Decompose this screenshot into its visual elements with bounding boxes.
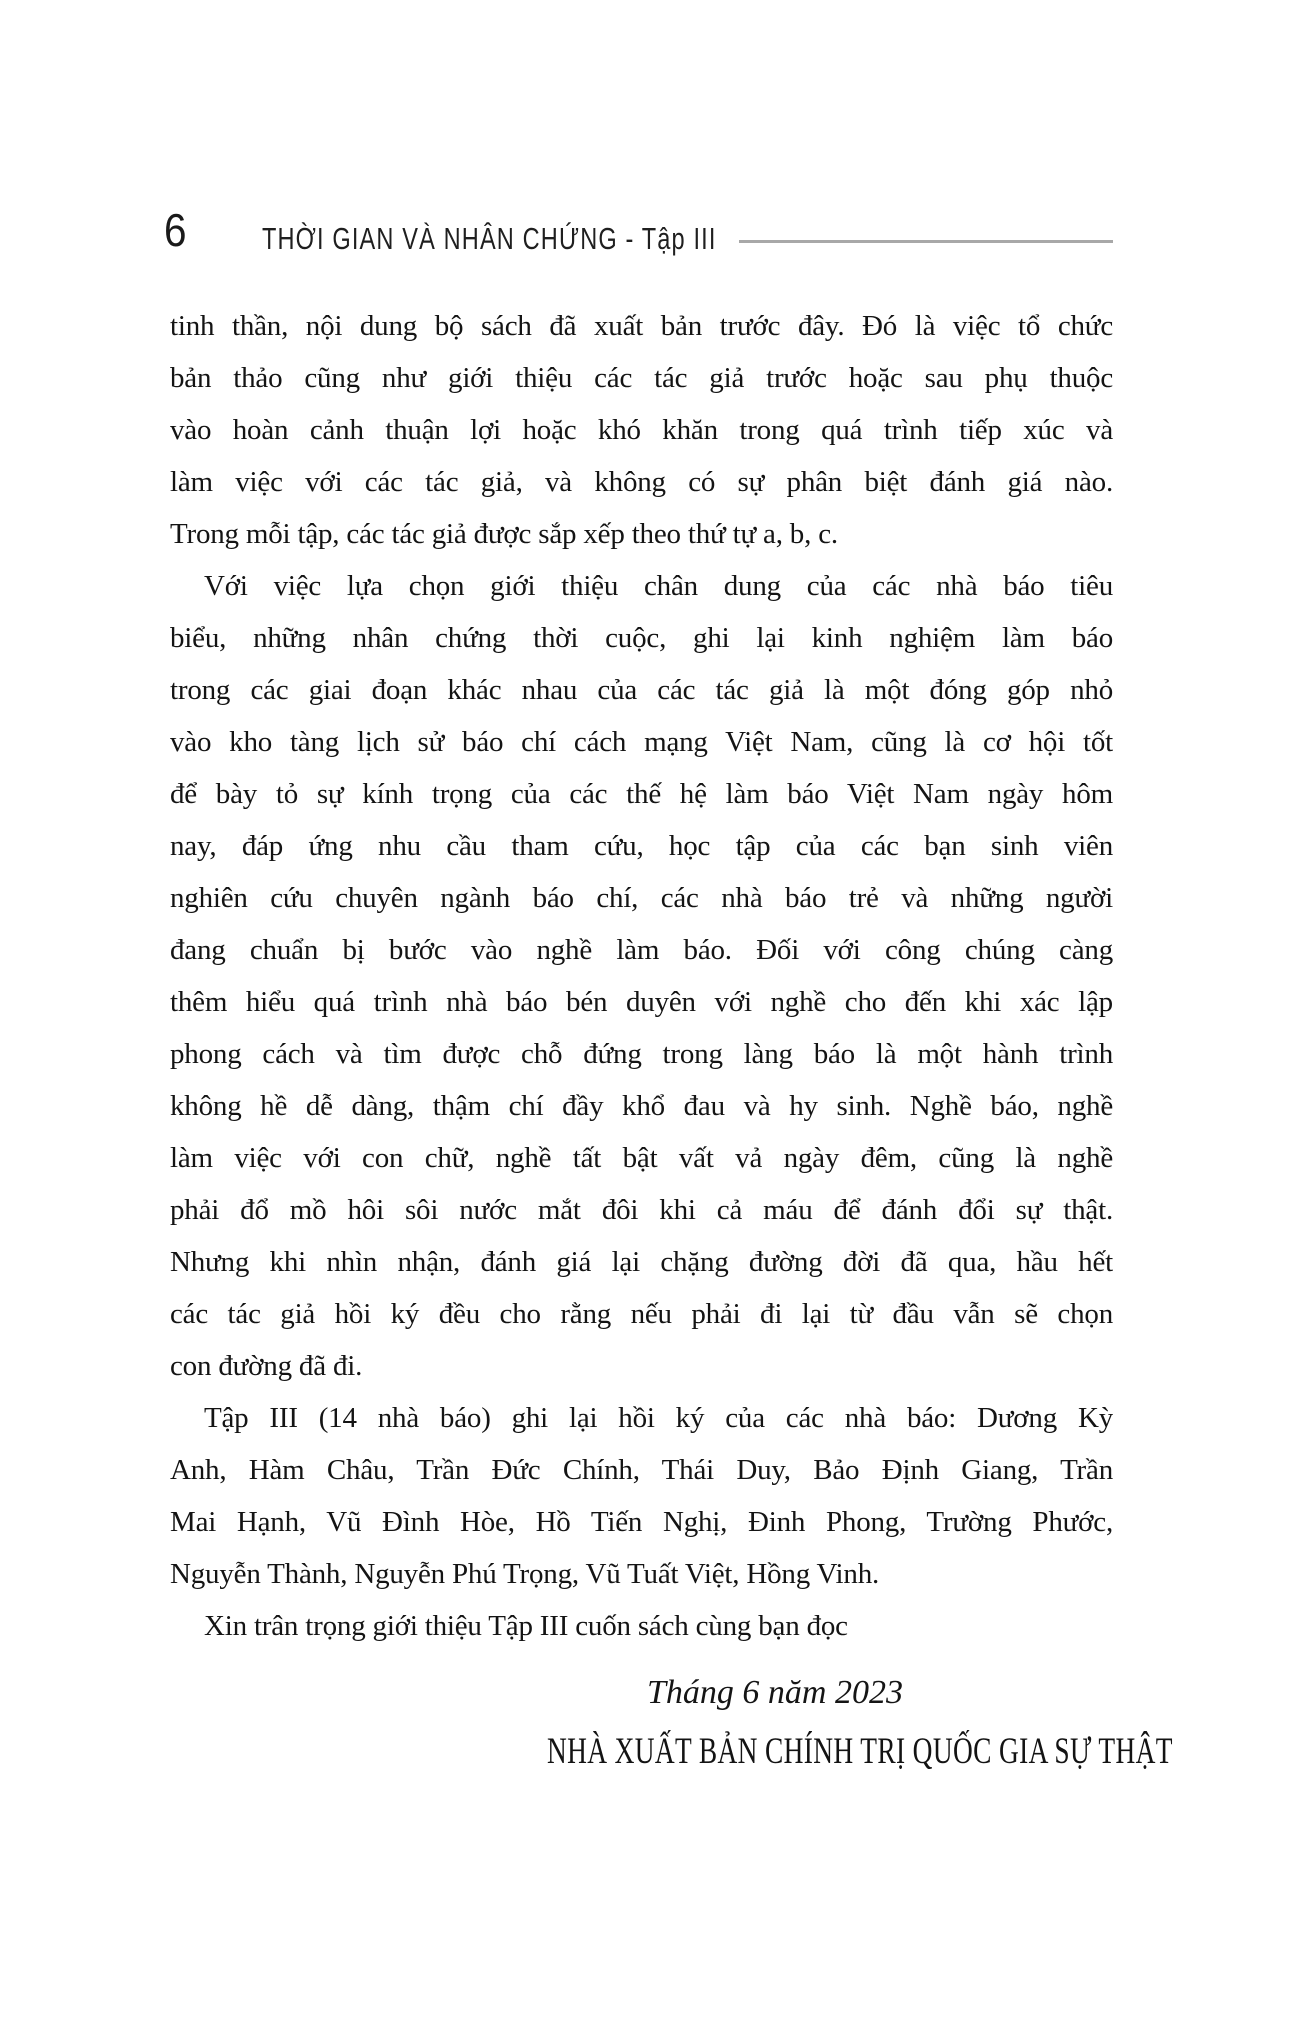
body-line: vào hoàn cảnh thuận lợi hoặc khó khăn trong quá trình tiếp xúc và	[170, 414, 1113, 446]
body-line: Xin trân trọng giới thiệu Tập III cuốn sách cùng bạn đọc	[204, 1610, 848, 1642]
body-line: biểu, những nhân chứng thời cuộc, ghi lại kinh nghiệm làm báo	[170, 622, 1113, 654]
body-line: làm việc với con chữ, nghề tất bật vất vả ngày đêm, cũng là nghề	[170, 1142, 1113, 1174]
publisher-name-text: NHÀ XUẤT BẢN CHÍNH TRỊ QUỐC GIA SỰ THẬT	[546, 1731, 1173, 1772]
body-line: phải đổ mồ hôi sôi nước mắt đôi khi cả máu để đánh đổi sự thật.	[170, 1194, 1113, 1226]
closing-date: Tháng 6 năm 2023	[647, 1674, 903, 1711]
body-line: Với việc lựa chọn giới thiệu chân dung của các nhà báo tiêu	[204, 570, 1113, 602]
body-line: để bày tỏ sự kính trọng của các thế hệ làm báo Việt Nam ngày hôm	[170, 778, 1113, 810]
body-line: Mai Hạnh, Vũ Đình Hòe, Hồ Tiến Nghị, Đinh Phong, Trường Phước,	[170, 1506, 1113, 1538]
body-line: nay, đáp ứng nhu cầu tham cứu, học tập của các bạn sinh viên	[170, 830, 1113, 862]
body-line: Anh, Hàm Châu, Trần Đức Chính, Thái Duy, Bảo Định Giang, Trần	[170, 1454, 1113, 1486]
body-line: tinh thần, nội dung bộ sách đã xuất bản trước đây. Đó là việc tổ chức	[170, 310, 1113, 342]
header-rule	[739, 240, 1113, 243]
publisher-name	[437, 1728, 1173, 1776]
body-line: thêm hiểu quá trình nhà báo bén duyên với nghề cho đến khi xác lập	[170, 986, 1113, 1018]
body-line: Nhưng khi nhìn nhận, đánh giá lại chặng đường đời đã qua, hầu hết	[170, 1246, 1113, 1278]
body-line: không hề dễ dàng, thậm chí đầy khổ đau và hy sinh. Nghề báo, nghề	[170, 1090, 1113, 1122]
body-line: bản thảo cũng như giới thiệu các tác giả trước hoặc sau phụ thuộc	[170, 362, 1113, 394]
page-number: 6	[164, 204, 187, 256]
body-line: vào kho tàng lịch sử báo chí cách mạng Việt Nam, cũng là cơ hội tốt	[170, 726, 1113, 758]
body-line: đang chuẩn bị bước vào nghề làm báo. Đối với công chúng càng	[170, 934, 1113, 966]
body-line: các tác giả hồi ký đều cho rằng nếu phải đi lại từ đầu vẫn sẽ chọn	[170, 1298, 1113, 1330]
body-line: nghiên cứu chuyên ngành báo chí, các nhà báo trẻ và những người	[170, 882, 1113, 914]
closing-block	[437, 1668, 1173, 1776]
body-line: Nguyễn Thành, Nguyễn Phú Trọng, Vũ Tuất Việt, Hồng Vinh.	[170, 1558, 880, 1590]
running-header-title: THỜI GIAN VÀ NHÂN CHỨNG - Tập III	[262, 221, 717, 256]
body-line: Tập III (14 nhà báo) ghi lại hồi ký của các nhà báo: Dương Kỳ	[204, 1402, 1113, 1434]
body-line: trong các giai đoạn khác nhau của các tác giả là một đóng góp nhỏ	[170, 674, 1113, 706]
body-text	[170, 300, 1113, 1652]
body-line: con đường đã đi.	[170, 1350, 363, 1382]
body-line: phong cách và tìm được chỗ đứng trong làng báo là một hành trình	[170, 1038, 1113, 1070]
body-line: làm việc với các tác giả, và không có sự phân biệt đánh giá nào.	[170, 466, 1113, 498]
body-line: Trong mỗi tập, các tác giả được sắp xếp theo thứ tự a, b, c.	[170, 518, 838, 550]
